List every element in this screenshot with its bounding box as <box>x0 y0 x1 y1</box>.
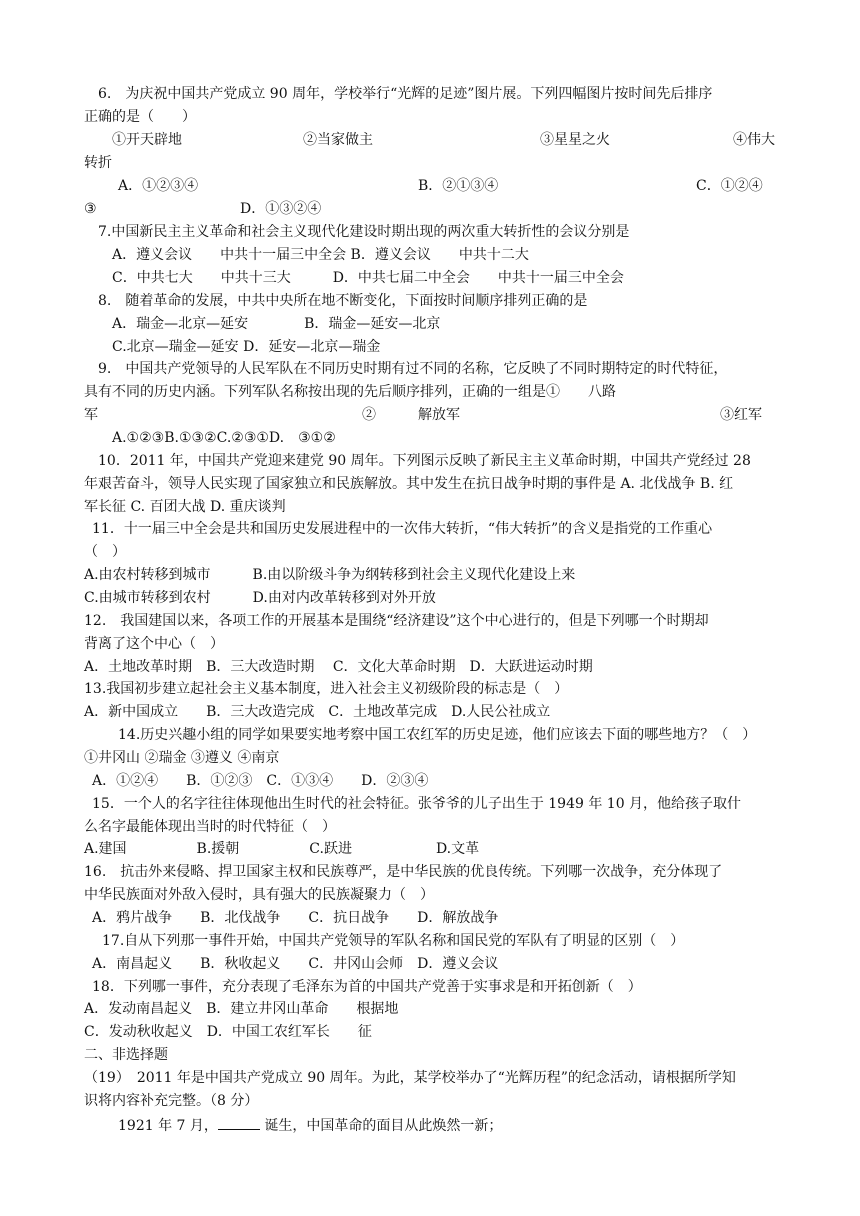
q15-options: A.建国 B.援朝 C.跃进 D.文革 <box>84 841 480 857</box>
q9-options: A.①②③B.①③②C.②③①D. ③①② <box>112 430 336 446</box>
q9-item-3: ③红军 <box>720 407 762 423</box>
q14-stem: 14.历史兴趣小组的同学如果要实地考察中国工农红军的历史足迹，他们应该去下面的哪些地方？（ ） <box>118 727 757 743</box>
q9-stem-line1: 9. 中国共产党领导的人民军队在不同历史时期有过不同的名称，它反映了不同时期特定的时代特征， <box>98 361 728 377</box>
q15-stem-line1: 15．一个人的名字往往体现他出生时代的社会特征。张爷爷的儿子出生于 1949 年 10 月，他给孩子取什 <box>92 796 742 812</box>
q18-options-cd: C．发动秋收起义 D．中国工农红军长 征 <box>84 1024 372 1040</box>
q6-option-c: C．①②④ <box>696 178 763 194</box>
q19-fill-line <box>118 1115 502 1136</box>
q8-stem: 8. 随着革命的发展，中共中央所在地不断变化，下面按时间顺序排列正确的是 <box>98 293 588 309</box>
q19-stem-line2: 识将内容补充完整。（8 分） <box>84 1093 259 1109</box>
q13-stem: 13.我国初步建立起社会主义基本制度，进入社会主义初级阶段的标志是（ ） <box>84 681 569 697</box>
q15-stem-line2: 么名字最能体现出当时的时代特征（ ） <box>84 819 336 835</box>
q6-option-a: A．①②③④ <box>118 178 199 194</box>
q9-item-1-cont: 军 <box>84 407 98 423</box>
q6-option-d: D．①③②④ <box>240 201 322 217</box>
q6-picture-2: ②当家做主 <box>303 132 373 148</box>
q11-stem-line2: （ ） <box>84 544 126 560</box>
q7-options-ab: A．遵义会议 中共十一届三中全会 B．遵义会议 中共十二大 <box>112 247 529 263</box>
q10-line3: 军长征 C. 百团大战 D. 重庆谈判 <box>84 499 286 515</box>
q9-stem-line2: 具有不同的历史内涵。下列军队名称按出现的先后顺序排列，正确的一组是① 八路 <box>84 384 616 400</box>
q8-options-cd: C.北京—瑞金—延安 D．延安—北京—瑞金 <box>112 339 381 355</box>
q18-stem: 18．下列哪一事件，充分表现了毛泽东为首的中国共产党善于实事求是和开拓创新（ ） <box>92 979 642 995</box>
q12-stem-line1: 12. 我国建国以来，各项工作的开展基本是围绕“经济建设”这个中心进行的，但是下列哪一个时期却 <box>84 613 709 629</box>
q19-answer-blank[interactable] <box>218 1115 260 1130</box>
q6-picture-3: ③星星之火 <box>540 132 610 148</box>
q6-picture-1: ①开天辟地 <box>112 132 182 148</box>
q19-fill-suffix: 诞生，中国革命的面目从此焕然一新； <box>259 1118 503 1134</box>
q10-line2: 年艰苦奋斗，领导人民实现了国家独立和民族解放。其中发生在抗日战争时期的事件是 A. 北伐战争 B. 红 <box>84 476 734 492</box>
q10-line1: 10．2011 年，中国共产党迎来建党 90 周年。下列图示反映了新民主主义革命时期，中国共产党经过 28 <box>98 453 751 469</box>
q6-option-b: B．②①③④ <box>418 178 499 194</box>
q17-stem: 17.自从下列那一事件开始，中国共产党领导的军队名称和国民党的军队有了明显的区别（ ） <box>102 933 685 949</box>
q16-options: A．鸦片战争 B．北伐战争 C．抗日战争 D．解放战争 <box>92 910 499 926</box>
q9-item-2: ② 解放军 <box>362 407 460 423</box>
q6-picture-4: ④伟大 <box>733 132 775 148</box>
q19-fill-prefix: 1921 年 7 月， <box>118 1118 218 1134</box>
q8-options-ab: A．瑞金—北京—延安 B．瑞金—延安—北京 <box>112 316 441 332</box>
q12-stem-line2: 背离了这个中心（ ） <box>84 636 224 652</box>
q13-options: A．新中国成立 B．三大改造完成 C．土地改革完成 D.人民公社成立 <box>84 704 551 720</box>
q6-option-c-cont: ③ <box>84 201 97 217</box>
q19-stem-line1: （19） 2011 年是中国共产党成立 90 周年。为此，某学校举办了“光辉历程”的纪念活动，请根据所学知 <box>84 1070 736 1086</box>
q17-options: A．南昌起义 B．秋收起义 C．井冈山会师 D．遵义会议 <box>92 956 499 972</box>
q11-stem-line1: 11．十一届三中全会是共和国历史发展进程中的一次伟大转折，“伟大转折”的含义是指党的工作重心 <box>92 521 713 537</box>
q12-options: A．土地改革时期 B．三大改造时期 C．文化大革命时期 D．大跃进运动时期 <box>84 659 593 675</box>
q18-options-ab: A．发动南昌起义 B．建立井冈山革命 根据地 <box>84 1001 399 1017</box>
q16-stem-line1: 16. 抗击外来侵略、捍卫国家主权和民族尊严，是中华民族的优良传统。下列哪一次战争，充分体现了 <box>84 864 723 880</box>
q14-places: ①井冈山 ②瑞金 ③遵义 ④南京 <box>84 750 280 766</box>
q6-stem-line2: 正确的是（ ） <box>84 109 196 125</box>
q7-stem: 7.中国新民主主义革命和社会主义现代化建设时期出现的两次重大转折性的会议分别是 <box>98 224 630 240</box>
q14-options: A．①②④ B．①②③ C．①③④ D．②③④ <box>92 773 429 789</box>
q7-options-cd: C．中共七大 中共十三大 D．中共七届二中全会 中共十一届三中全会 <box>112 270 624 286</box>
q6-picture-4-cont: 转折 <box>84 155 112 171</box>
q11-options-cd: C.由城市转移到农村 D.由对内改革转移到对外开放 <box>84 590 436 606</box>
section-heading: 二、非选择题 <box>84 1047 168 1063</box>
q11-options-ab: A.由农村转移到城市 B.由以阶级斗争为纲转移到社会主义现代化建设上来 <box>84 567 576 583</box>
q6-stem-line1: 6. 为庆祝中国共产党成立 90 周年，学校举行“光辉的足迹”图片展。下列四幅图片按时间先后排序 <box>98 86 713 102</box>
q16-stem-line2: 中华民族面对外敌入侵时，具有强大的民族凝聚力（ ） <box>84 887 434 903</box>
